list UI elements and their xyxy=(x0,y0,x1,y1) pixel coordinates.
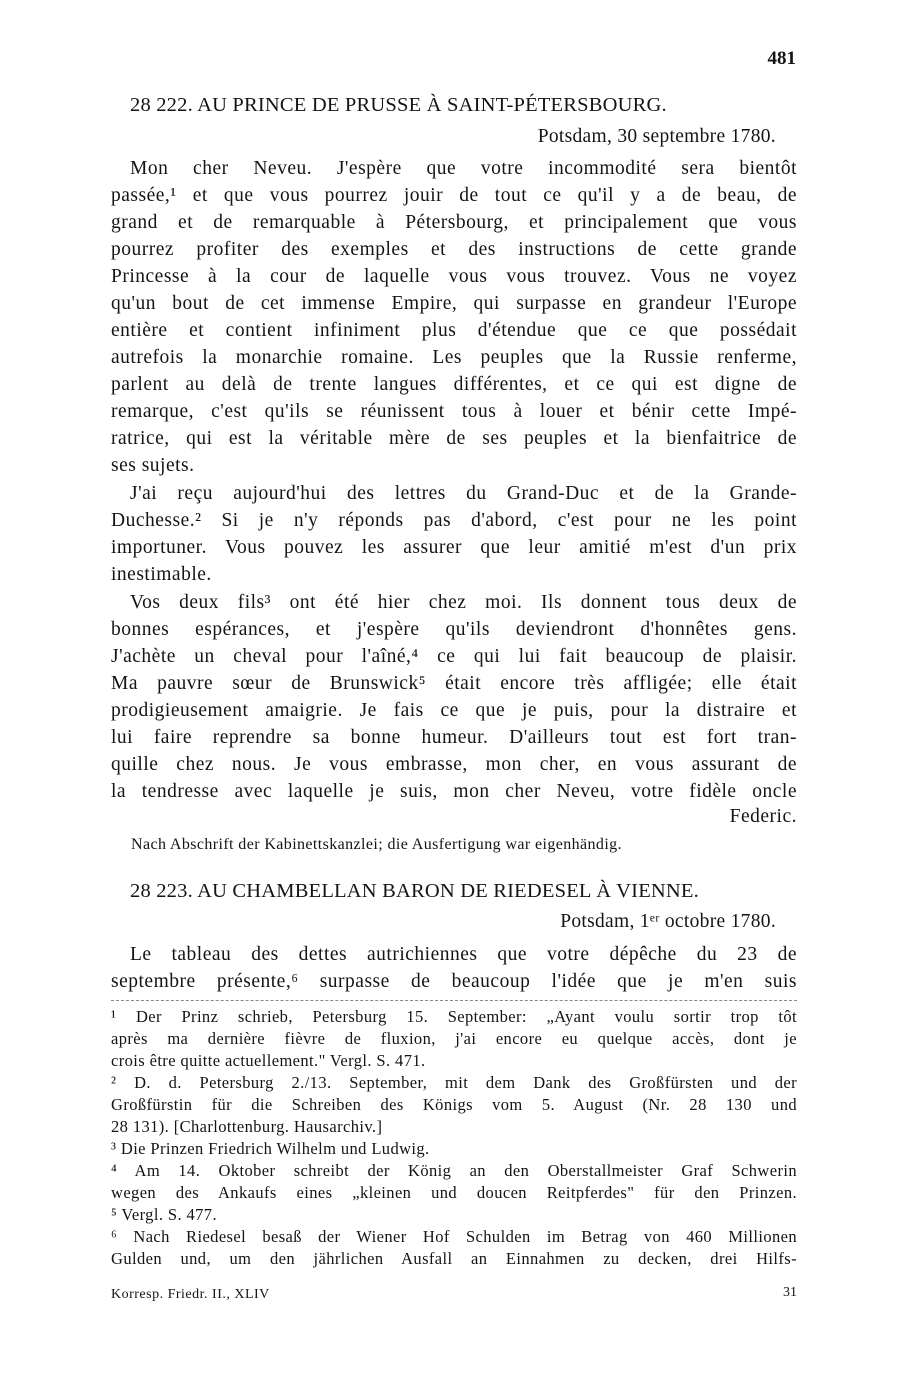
body-line: ratrice, qui est la véritable mère de ses peuples et la bienfaitrice de xyxy=(111,428,797,449)
body-line: parlent au delà de trente langues différentes, et ce qui est digne de xyxy=(111,374,797,395)
body-line: la tendresse avec laquelle je suis, mon cher Neveu, votre fidèle oncle xyxy=(111,781,797,802)
body-line: Mon cher Neveu. J'espère que votre incommodité sera bientôt xyxy=(130,158,797,179)
body-line: J'achète un cheval pour l'aîné,⁴ ce qui lui fait beaucoup de plaisir. xyxy=(111,646,797,667)
body-line: importuner. Vous pouvez les assurer que leur amitié m'est d'un prix xyxy=(111,537,797,558)
body-line: qu'un bout de cet immense Empire, qui surpasse en grandeur l'Europe xyxy=(111,293,797,314)
body-line: grand et de remarquable à Pétersbourg, et principalement que vous xyxy=(111,212,797,233)
source-note: Nach Abschrift der Kabinettskanzlei; die Ausfertigung war eigenhändig. xyxy=(131,836,622,853)
body-line: ses sujets. xyxy=(111,455,195,476)
body-line: quille chez nous. Je vous embrasse, mon cher, en vous assurant de xyxy=(111,754,797,775)
footnote-line: ¹ Der Prinz schrieb, Petersburg 15. September: „Ayant voulu sortir trop tôt xyxy=(111,1007,797,1026)
footnote-line: ⁵ Vergl. S. 477. xyxy=(111,1205,217,1224)
signature: Federic. xyxy=(729,806,797,827)
body-line: autrefois la monarchie romaine. Les peuples que la Russie renferme, xyxy=(111,347,797,368)
letter-heading: 28 222. AU PRINCE DE PRUSSE À SAINT-PÉTERSBOURG. xyxy=(130,94,667,116)
body-line: bonnes espérances, et j'espère qu'ils deviendront d'honnêtes gens. xyxy=(111,619,797,640)
footnote-line: Großfürstin für die Schreiben des Königs vom 5. August (Nr. 28 130 und xyxy=(111,1095,797,1114)
footer-signature-mark: 31 xyxy=(783,1285,797,1300)
footnote-line: crois être quitte actuellement." Vergl. S. 471. xyxy=(111,1051,426,1070)
footnote-line: Gulden und, um den jährlichen Ausfall an Einnahmen zu decken, drei Hilfs- xyxy=(111,1249,797,1268)
body-line: pourrez profiter des exemples et des instructions de cette grande xyxy=(111,239,797,260)
footnote-line: wegen des Ankaufs eines „kleinen und doucen Reitpferdes" für den Prinzen. xyxy=(111,1183,797,1202)
footer-volume: Korresp. Friedr. II., XLIV xyxy=(111,1287,270,1302)
body-line: remarque, c'est qu'ils se réunissent tous à louer et bénir cette Impé- xyxy=(111,401,797,422)
letter-heading: 28 223. AU CHAMBELLAN BARON DE RIEDESEL À VIENNE. xyxy=(130,880,699,902)
footnote-line: 28 131). [Charlottenburg. Hausarchiv.] xyxy=(111,1117,383,1136)
body-line: septembre présente,⁶ surpasse de beaucoup l'idée que je m'en suis xyxy=(111,971,797,992)
footnote-line: ² D. d. Petersburg 2./13. September, mit dem Dank des Großfürsten und der xyxy=(111,1073,797,1092)
footnote-line: après ma dernière fièvre de fluxion, j'ai encore eu quelque accès, dont je xyxy=(111,1029,797,1048)
footnote-rule xyxy=(111,1000,797,1001)
page-number: 481 xyxy=(767,48,796,69)
body-line: Duchesse.² Si je n'y réponds pas d'abord, c'est pour ne les point xyxy=(111,510,797,531)
body-line: entière et contient infiniment plus d'étendue que ce que possédait xyxy=(111,320,797,341)
footnote-line: ⁶ Nach Riedesel besaß der Wiener Hof Schulden im Betrag von 460 Millionen xyxy=(111,1227,797,1246)
body-line: inestimable. xyxy=(111,564,212,585)
body-line: Le tableau des dettes autrichiennes que votre dépêche du 23 de xyxy=(130,944,797,965)
body-line: Princesse à la cour de laquelle vous vous trouvez. Vous ne voyez xyxy=(111,266,797,287)
letter-dateline: Potsdam, 1ᵉʳ octobre 1780. xyxy=(560,911,776,932)
body-line: Ma pauvre sœur de Brunswick⁵ était encore très affligée; elle était xyxy=(111,673,797,694)
body-line: prodigieusement amaigrie. Je fais ce que je puis, pour la distraire et xyxy=(111,700,797,721)
body-line: lui faire reprendre sa bonne humeur. D'ailleurs tout est fort tran- xyxy=(111,727,797,748)
footnote-line: ⁴ Am 14. Oktober schreibt der König an den Oberstallmeister Graf Schwerin xyxy=(111,1161,797,1180)
body-line: Vos deux fils³ ont été hier chez moi. Ils donnent tous deux de xyxy=(130,592,797,613)
letter-dateline: Potsdam, 30 septembre 1780. xyxy=(537,126,776,147)
footnote-line: ³ Die Prinzen Friedrich Wilhelm und Ludwig. xyxy=(111,1139,430,1158)
body-line: J'ai reçu aujourd'hui des lettres du Grand-Duc et de la Grande- xyxy=(130,483,797,504)
body-line: passée,¹ et que vous pourrez jouir de tout ce qu'il y a de beau, de xyxy=(111,185,797,206)
